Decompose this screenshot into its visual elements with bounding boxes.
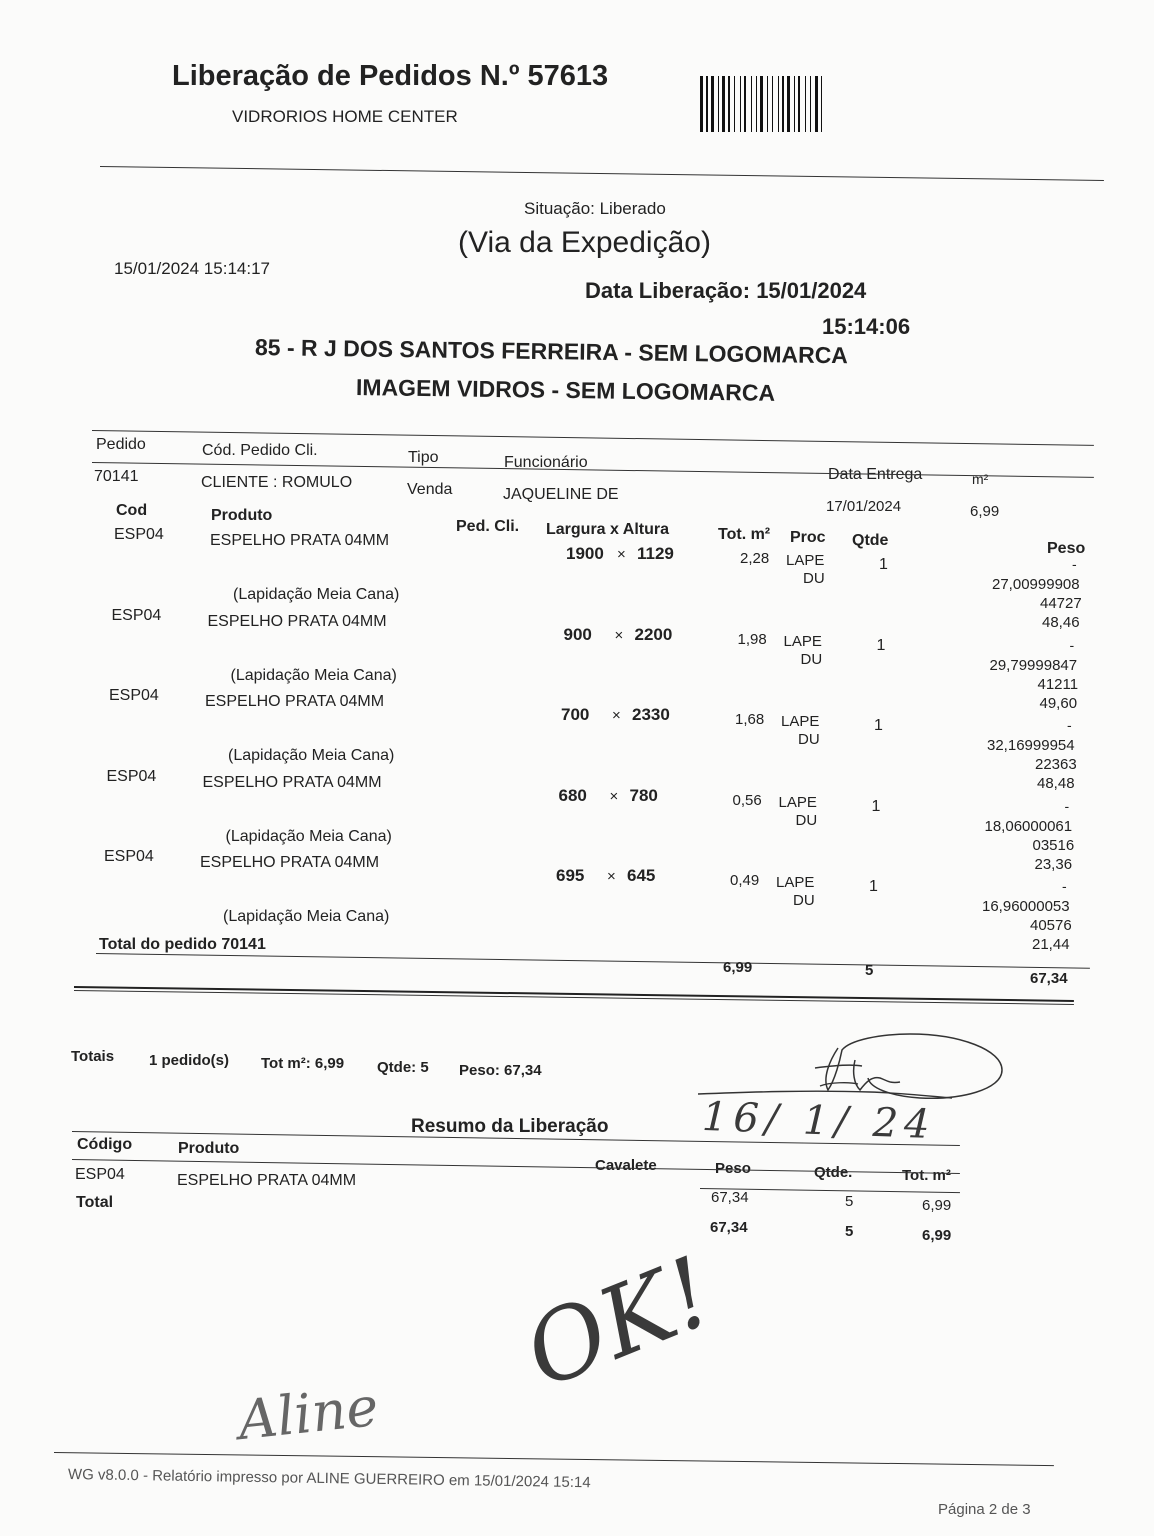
barcode-bar xyxy=(711,76,714,132)
summary-row-codigo: ESP04 xyxy=(75,1166,125,1183)
value-data-entrega: 17/01/2024 xyxy=(826,498,902,515)
value-tipo: Venda xyxy=(407,481,453,498)
item-peso-line-3: 48,48 xyxy=(1037,775,1075,792)
col-proc: Proc xyxy=(790,529,826,546)
summary-total-label: Total xyxy=(76,1194,114,1211)
totals-pedidos: 1 pedido(s) xyxy=(149,1052,230,1069)
item-tot-m2: 0,56 xyxy=(732,791,762,809)
item-peso-dash: - xyxy=(1072,556,1077,572)
order-section-end-1 xyxy=(74,986,1074,1002)
item-peso-line-1: 18,06000061 xyxy=(984,817,1073,835)
barcode-bar xyxy=(744,76,746,132)
item-tot-m2: 1,68 xyxy=(735,711,765,728)
order-total-divider xyxy=(96,953,1090,969)
barcode-bar xyxy=(810,76,811,132)
item-observation: (Lapidação Meia Cana) xyxy=(225,827,392,845)
item-peso-line-3: 21,44 xyxy=(1032,936,1070,953)
value-funcionario: JAQUELINE DE xyxy=(503,486,619,503)
label-funcionario: Funcionário xyxy=(504,454,588,471)
summary-col-produto: Produto xyxy=(178,1140,240,1157)
item-proc-line-1: LAPE xyxy=(786,552,825,569)
item-dimension-separator: × xyxy=(609,787,619,805)
value-m2: 6,99 xyxy=(970,503,1000,520)
item-peso-line-2: 22363 xyxy=(1035,756,1077,773)
item-qtde: 1 xyxy=(869,878,878,895)
item-peso-dash: - xyxy=(1067,717,1072,733)
footer-page: Página 2 de 3 xyxy=(938,1501,1031,1518)
item-peso-line-3: 23,36 xyxy=(1034,855,1073,873)
order-total-peso: 67,34 xyxy=(1030,970,1068,987)
item-peso-dash: - xyxy=(1069,636,1075,653)
item-cod: ESP04 xyxy=(106,767,157,785)
col-tot-m2: Tot. m² xyxy=(718,526,771,543)
item-largura: 695 xyxy=(556,866,585,885)
item-qtde: 1 xyxy=(874,717,883,734)
summary-row-tot-m2: 6,99 xyxy=(922,1197,952,1214)
item-peso-line-2: 40576 xyxy=(1030,917,1072,934)
item-peso-line-1: 29,79999847 xyxy=(989,656,1078,674)
barcode-bar xyxy=(794,76,795,132)
barcode-bar xyxy=(706,76,708,132)
summary-col-tot-m2: Tot. m² xyxy=(902,1167,951,1184)
item-largura: 700 xyxy=(561,705,590,724)
barcode xyxy=(700,76,878,132)
printed-timestamp: 15/01/2024 15:14:17 xyxy=(114,259,270,278)
item-peso-line-3: 49,60 xyxy=(1039,694,1078,712)
barcode-bar xyxy=(778,76,779,132)
order-total-label: Total do pedido 70141 xyxy=(99,936,266,953)
label-tipo: Tipo xyxy=(408,449,439,466)
totals-label: Totais xyxy=(71,1048,115,1065)
summary-col-qtde: Qtde. xyxy=(814,1164,853,1181)
handwritten-ok: OK! xyxy=(510,1235,728,1410)
barcode-bar xyxy=(805,76,806,132)
handwritten-date: 16/ 1/ 24 xyxy=(701,1093,937,1149)
barcode-bar xyxy=(815,76,818,132)
release-date: 15/01/2024 xyxy=(756,278,867,303)
item-tot-m2: 0,49 xyxy=(730,872,760,889)
document-title: Liberação de Pedidos N.º 57613 xyxy=(172,60,609,92)
label-cod-pedido-cli: Cód. Pedido Cli. xyxy=(202,442,318,459)
item-proc-line-1: LAPE xyxy=(781,713,820,730)
order-total-m2: 6,99 xyxy=(723,959,753,976)
item-peso-line-1: 32,16999954 xyxy=(987,737,1075,754)
item-altura: 1129 xyxy=(637,544,674,563)
barcode-bar xyxy=(760,76,763,132)
item-produto: ESPELHO PRATA 04MM xyxy=(210,532,390,549)
summary-row-peso: 67,34 xyxy=(711,1189,749,1206)
item-dimension-separator: × xyxy=(617,546,626,563)
item-peso-line-2: 44727 xyxy=(1040,595,1082,612)
item-qtde: 1 xyxy=(879,556,888,573)
item-proc-line-2: DU xyxy=(798,731,820,748)
barcode-bar xyxy=(767,76,768,132)
barcode-bar xyxy=(798,76,800,132)
item-proc-line-2: DU xyxy=(800,650,823,668)
header-divider xyxy=(100,166,1104,181)
label-m2: m² xyxy=(972,471,989,487)
client-line-1: 85 - R J DOS SANTOS FERREIRA - SEM LOGOMARCA xyxy=(254,334,849,369)
item-dimension-separator: × xyxy=(614,626,624,644)
item-altura: 2330 xyxy=(632,705,670,724)
item-peso-dash: - xyxy=(1062,878,1067,894)
col-qtde: Qtde xyxy=(852,532,889,549)
item-proc-line-1: LAPE xyxy=(778,793,817,811)
item-dimension-separator: × xyxy=(607,868,616,885)
summary-col-cavalete: Cavalete xyxy=(595,1157,657,1174)
value-cod-pedido-cli: CLIENTE : ROMULO xyxy=(201,474,353,491)
item-peso-line-1: 27,00999908 xyxy=(992,576,1080,593)
item-produto: ESPELHO PRATA 04MM xyxy=(200,854,380,871)
item-altura: 2200 xyxy=(634,624,673,644)
order-total-qtde: 5 xyxy=(865,962,874,979)
barcode-bar xyxy=(700,76,703,132)
item-cod: ESP04 xyxy=(109,687,159,704)
col-largura-altura: Largura x Altura xyxy=(546,521,669,538)
barcode-bar xyxy=(751,76,752,132)
item-produto: ESPELHO PRATA 04MM xyxy=(202,773,382,791)
copy-label: (Via da Expedição) xyxy=(458,226,711,259)
item-observation: (Lapidação Meia Cana) xyxy=(230,666,397,684)
item-largura: 680 xyxy=(558,785,587,805)
barcode-bar xyxy=(740,76,741,132)
item-produto: ESPELHO PRATA 04MM xyxy=(205,693,385,710)
summary-col-peso: Peso xyxy=(715,1160,751,1177)
footer-divider xyxy=(54,1452,1054,1466)
label-pedido: Pedido xyxy=(96,436,146,453)
item-proc-line-1: LAPE xyxy=(783,632,822,650)
item-altura: 645 xyxy=(627,866,656,885)
summary-col-codigo: Código xyxy=(77,1136,133,1153)
summary-row-produto: ESPELHO PRATA 04MM xyxy=(177,1172,357,1189)
barcode-bar xyxy=(782,76,784,132)
release-date-label xyxy=(585,278,866,304)
totals-m2: Tot m²: 6,99 xyxy=(261,1055,345,1072)
barcode-bar xyxy=(772,76,773,132)
item-largura: 1900 xyxy=(566,544,604,563)
summary-row-qtde: 5 xyxy=(845,1193,854,1210)
barcode-bar xyxy=(756,76,757,132)
item-peso-dash: - xyxy=(1064,797,1070,814)
handwritten-signature: Aline xyxy=(235,1374,382,1453)
client-line-2: IMAGEM VIDROS - SEM LOGOMARCA xyxy=(355,374,776,406)
item-tot-m2: 1,98 xyxy=(737,630,767,648)
item-peso-line-2: 03516 xyxy=(1032,836,1075,854)
summary-total-qtde: 5 xyxy=(845,1223,854,1240)
barcode-bar xyxy=(734,76,735,132)
item-observation: (Lapidação Meia Cana) xyxy=(233,586,400,603)
footer-printed-by: WG v8.0.0 - Relatório impresso por ALINE GUERREIRO em 15/01/2024 15:14 xyxy=(67,1466,591,1492)
item-altura: 780 xyxy=(629,785,658,805)
summary-total-peso: 67,34 xyxy=(710,1219,748,1236)
item-peso-line-1: 16,96000053 xyxy=(982,898,1070,915)
item-proc-line-2: DU xyxy=(793,892,815,909)
item-proc-line-1: LAPE xyxy=(776,874,815,891)
item-qtde: 1 xyxy=(871,797,881,815)
col-cod: Cod xyxy=(116,502,148,519)
item-cod: ESP04 xyxy=(111,606,162,624)
barcode-bar xyxy=(787,76,790,132)
item-cod: ESP04 xyxy=(114,526,164,543)
item-dimension-separator: × xyxy=(612,707,621,724)
item-observation: (Lapidação Meia Cana) xyxy=(223,908,390,925)
barcode-bar xyxy=(722,76,725,132)
item-peso-line-3: 48,46 xyxy=(1042,614,1080,631)
barcode-bar xyxy=(821,76,822,132)
item-qtde: 1 xyxy=(876,636,886,654)
item-observation: (Lapidação Meia Cana) xyxy=(228,747,395,764)
totals-qtde: Qtde: 5 xyxy=(377,1059,429,1076)
company-name: VIDRORIOS HOME CENTER xyxy=(232,107,458,126)
col-produto: Produto xyxy=(211,507,273,524)
status-text: Situação: Liberado xyxy=(524,199,666,218)
item-proc-line-2: DU xyxy=(803,570,825,587)
barcode-bar xyxy=(718,76,719,132)
release-time: 15:14:06 xyxy=(822,314,911,339)
summary-title: Resumo da Liberação xyxy=(411,1116,609,1137)
item-tot-m2: 2,28 xyxy=(740,550,770,567)
item-largura: 900 xyxy=(563,624,592,644)
summary-total-tot-m2: 6,99 xyxy=(922,1227,952,1244)
barcode-bar xyxy=(728,76,730,132)
item-peso-line-2: 41211 xyxy=(1037,675,1079,693)
col-ped-cli: Ped. Cli. xyxy=(456,518,520,535)
release-label: Data Liberação: xyxy=(585,278,751,303)
label-data-entrega: Data Entrega xyxy=(828,466,923,483)
value-pedido: 70141 xyxy=(94,468,139,485)
col-peso: Peso xyxy=(1047,540,1086,557)
item-proc-line-2: DU xyxy=(795,811,818,829)
item-cod: ESP04 xyxy=(104,848,154,865)
totals-peso: Peso: 67,34 xyxy=(459,1062,542,1079)
item-produto: ESPELHO PRATA 04MM xyxy=(207,612,387,630)
